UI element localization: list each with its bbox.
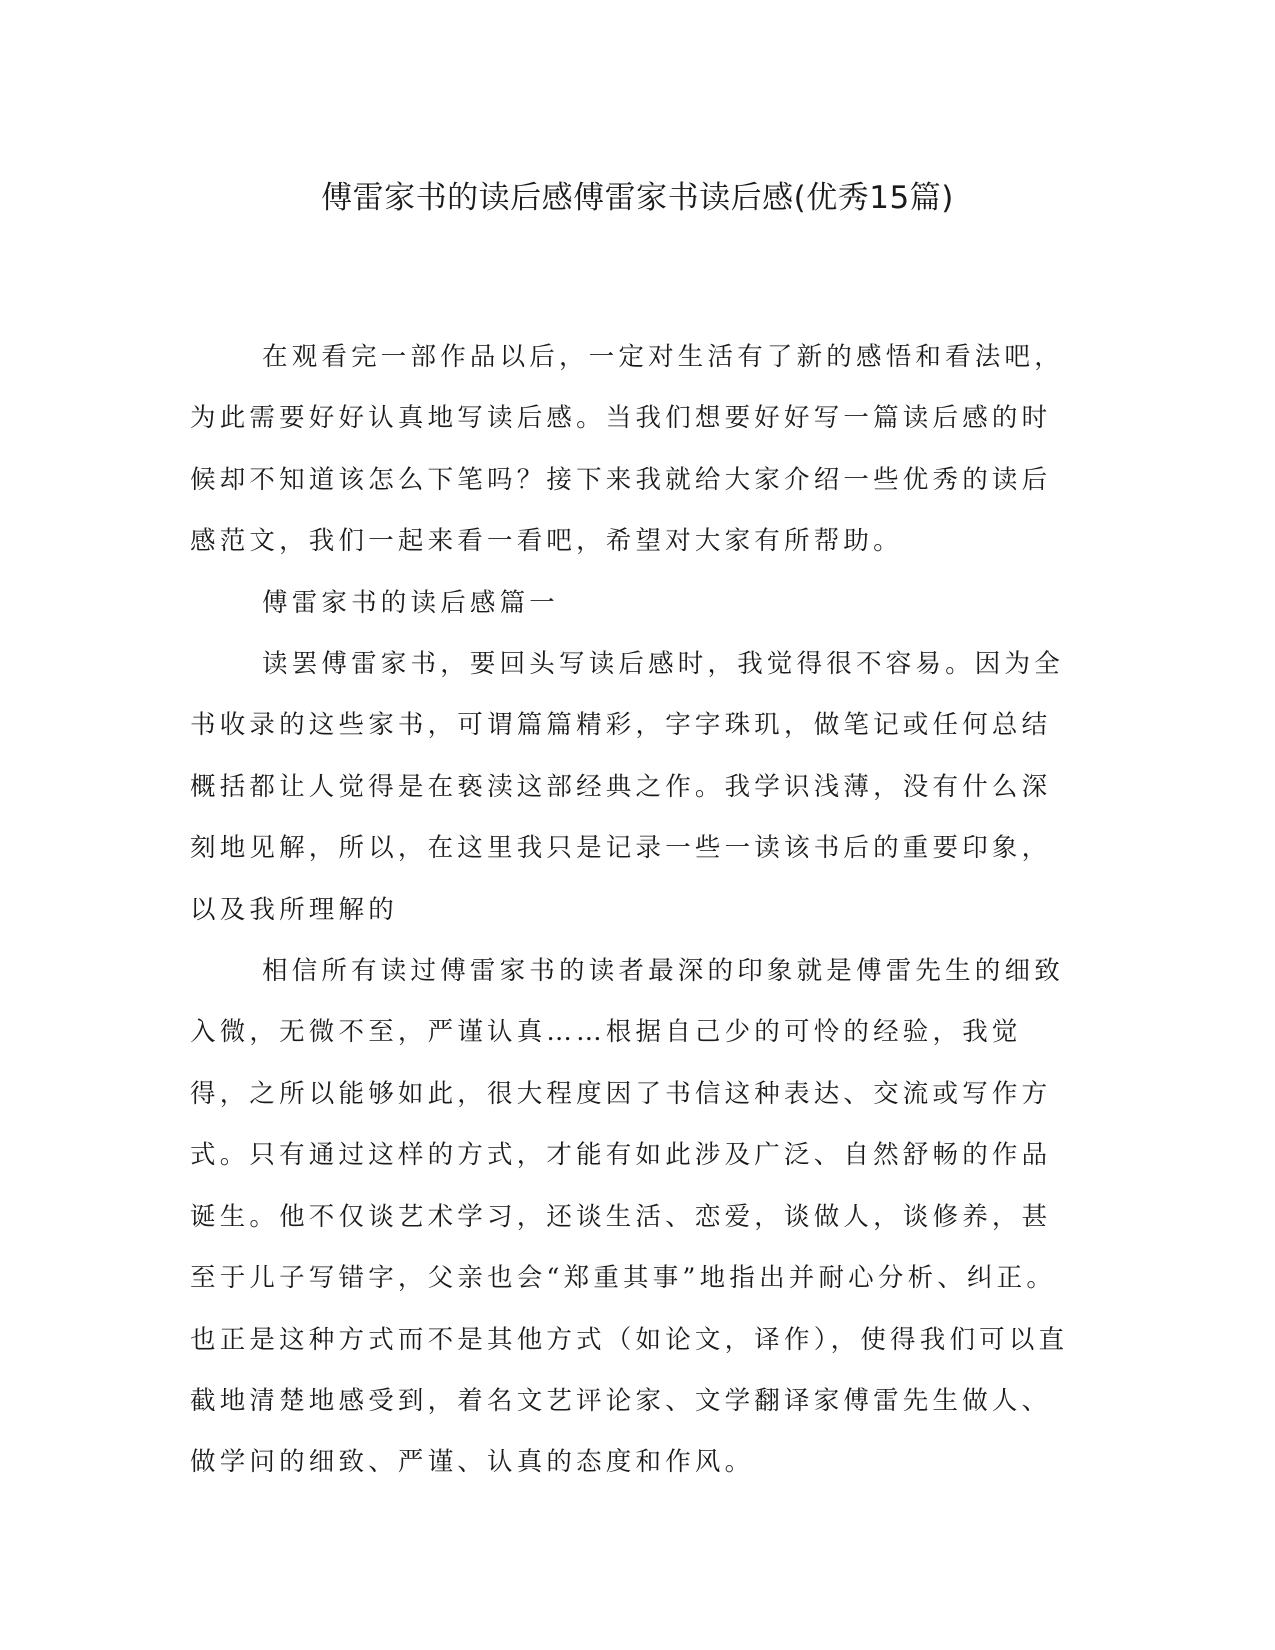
document-title: 傅雷家书的读后感傅雷家书读后感(优秀15篇) bbox=[321, 180, 954, 216]
intro-paragraph: 在观看完一部作品以后，一定对生活有了新的感悟和看法吧，为此需要好好认真地写读后感。当我们想要好好写一篇读后感的时候却不知道该怎么下笔吗？接下来我就给大家介绍一些优秀的读后感范文，我们一起来看一看吧，希望对大家有所帮助。 bbox=[190, 342, 1064, 557]
body-paragraph: 相信所有读过傅雷家书的读者最深的印象就是傅雷先生的细致入微，无微不至，严谨认真……根据自己少的可怜的经验，我觉得，之所以能够如此，很大程度因了书信这种表达、交流或写作方式。只有通过这样的方式，才能有如此涉及广泛、自然舒畅的作品诞生。他不仅谈艺术学习，还谈生活、恋爱，谈做人，谈修养，甚至于儿子写错字，父亲也会“郑重其事”地指出并耐心分析、纠正。也正是这种方式而不是其他方式（如论文，译作），使得我们可以直截地清楚地感受到，着名文艺评论家、文学翻译家傅雷先生做人、做学问的细致、严谨、认真的态度和作风。 bbox=[190, 956, 1069, 1478]
body-paragraph: 读罢傅雷家书，要回头写读后感时，我觉得很不容易。因为全书收录的这些家书，可谓篇篇精彩，字字珠玑，做笔记或任何总结概括都让人觉得是在亵渎这部经典之作。我学识浅薄，没有什么深刻地见解，所以，在这里我只是记录一些一读该书后的重要印象，以及我所理解的 bbox=[190, 649, 1064, 925]
section-heading: 傅雷家书的读后感篇一 bbox=[262, 587, 560, 618]
document-body bbox=[190, 327, 1072, 1494]
